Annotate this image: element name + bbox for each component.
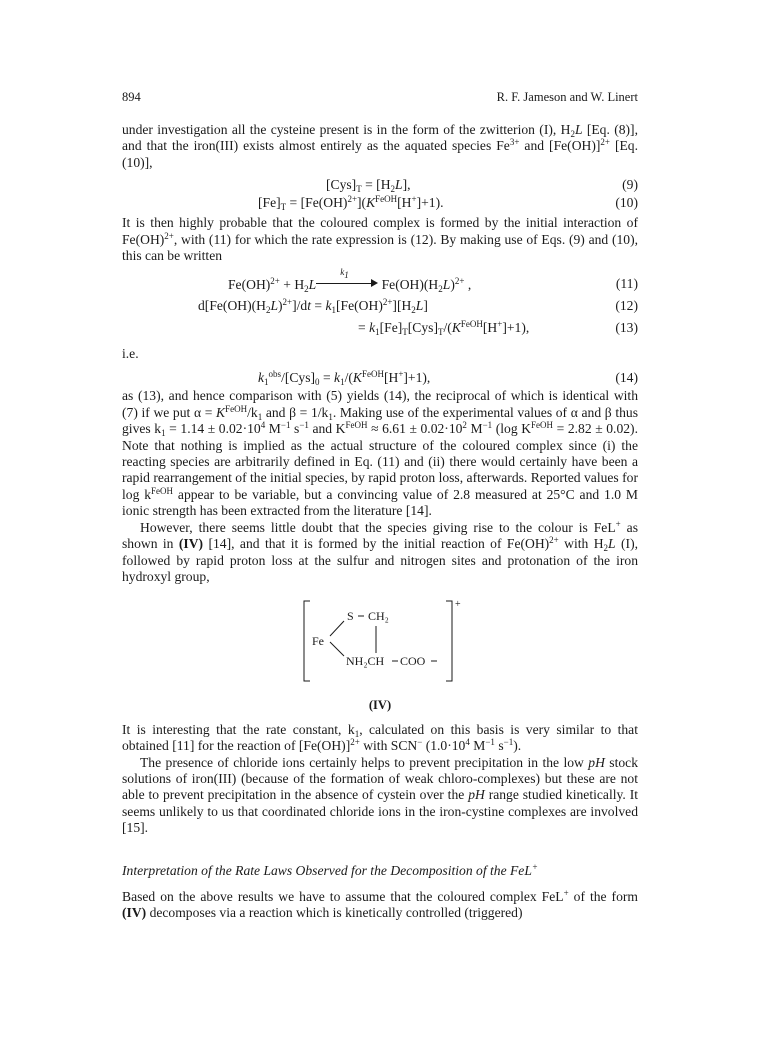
page-number: 894	[122, 90, 141, 104]
equation-9	[122, 177, 638, 195]
equation-13-expression: = $k_1[Fe]_T[Cys]_T/(K^{FeOH}[H^+]+1)$,	[358, 319, 530, 338]
chelate-structure-diagram	[300, 593, 460, 693]
paragraph-3: as (13), and hence comparison with (5) yields (14), the reciprocal of which is identical with (7) if we put $\alpha = K^{FeOH}/k_1$ and $\beta = 1/k_1$. Making use of the experimental values of α and β thus gives $k_1 = 1.14 \pm 0.02\cdot 10^4$ $M^{-1}$ $s^{-1}$ and $K^{FeOH} \approx 6.61 \pm 0.02\cdot 10^2$ $M^{-1}$ (log $K^{FeOH} = 2.82 \pm 0.02$). Note that nothing is implied as the actual structure of the coloured complex since (i) the reacting species are arbitrarily defined in Eq. (11) and (ii) there would certainly have been a rapid rearrangement of the initial species, by rapid proton loss, afterwards. Reported values for $\log k^{FeOH}$ appear to be variable, but a convincing value of 2.8 measured at 25°C and 1.0 M ionic strength has been extracted from the literature [14].	[122, 388, 638, 519]
equation-14-expression: $k_1^{obs}/[Cys]_0 = k_1/(K^{FeOH}[H^+]+1)$,	[258, 369, 431, 388]
equation-11-expression: $Fe(OH)^{2+} + H_2L$ $k_1$ $Fe(OH)(H_2L)^{2+}$ ,	[228, 267, 472, 295]
paragraph-2: It is then highly probable that the coloured complex is formed by the initial interaction of Fe(OH)$^{2+}$, with (11) for which the rate expression is (12). By making use of Eqs. (9) and (10), this can be written	[122, 215, 638, 264]
equation-9-expression: $[Cys]_T = [H_2L]$,	[326, 177, 411, 195]
equation-13-number: (13)	[615, 320, 638, 336]
equation-14	[122, 370, 638, 388]
section-heading: Interpretation of the Rate Laws Observed for the Decomposition of the FeL+	[122, 861, 538, 878]
paragraph-7: Based on the above results we have to assume that the coloured complex FeL+ of the form (IV) decomposes via a reaction which is kinetically controlled (triggered)	[122, 887, 638, 921]
paragraph-1: under investigation all the cysteine present is in the form of the zwitterion (I), $H_2L$ [Eq. (8)], and that the iron(III) exists almost entirely as the aquated species $Fe^{3+}$ and $[Fe(OH)]^{2+}$ [Eq. (10)],	[122, 122, 638, 170]
equation-12-expression: $d[Fe(OH)(H_2L)^{2+}]/dt = k_1[Fe(OH)^{2+}][H_2L]$	[198, 297, 428, 316]
structure-fe-label: Fe	[312, 634, 324, 649]
equation-14-number: (14)	[615, 370, 638, 386]
structure-coo-label: COO	[400, 654, 426, 669]
paragraph-5: It is interesting that the rate constant, $k_1$, calculated on this basis is very similar to that obtained [11] for the reaction of $[Fe(OH)]^{2+}$ with SCN− ($1.0\cdot 10^4$ $M^{-1}$ $s^{-1}$).	[122, 721, 638, 754]
article-body	[122, 122, 638, 922]
reaction-arrow-icon: $k_1$	[316, 276, 378, 290]
equation-10-expression: $[Fe]_T = [Fe(OH)^{2+}](K^{FeOH}[H^+]+1)$.	[258, 194, 444, 213]
paragraph-6: The presence of chloride ions certainly helps to prevent precipitation in the low pH stock solutions of iron(III) (because of the formation of weak chloro-complexes) but these are not able to prevent precipitation in the absence of cystein over the pH range studied kinetically. It seems unlikely to us that coordinated chloride ions in the iron-cystine complexes are involved [15].	[122, 754, 639, 836]
structure-charge: +	[455, 599, 461, 611]
equation-12	[122, 298, 638, 316]
equation-11-number: (11)	[615, 276, 638, 292]
equation-13	[122, 320, 638, 338]
equation-9-number: (9)	[622, 177, 638, 193]
structure-IV	[122, 593, 638, 693]
structure-nh2ch-label: NH₂CH	[346, 654, 385, 669]
equation-10	[122, 195, 638, 213]
paragraph-4: However, there seems little doubt that the species giving rise to the colour is FeL+ as shown in (IV) [14], and that it is formed by the initial reaction of Fe(OH)$^{2+}$ with $H_2L$ (I), followed by rapid proton loss at the sulfur and nitrogen sites and protonation of the iron hydroxyl group,	[122, 518, 638, 584]
equation-10-number: (10)	[615, 195, 638, 211]
structure-label: (IV)	[368, 698, 392, 713]
equation-11	[122, 267, 638, 295]
ie-label: i.e.	[122, 346, 139, 362]
equation-12-number: (12)	[615, 298, 638, 314]
running-head: R. F. Jameson and W. Linert	[496, 90, 638, 104]
structure-s-label: S	[347, 609, 354, 624]
page-header	[122, 90, 638, 108]
structure-ch2-label: CH₂	[368, 609, 389, 624]
